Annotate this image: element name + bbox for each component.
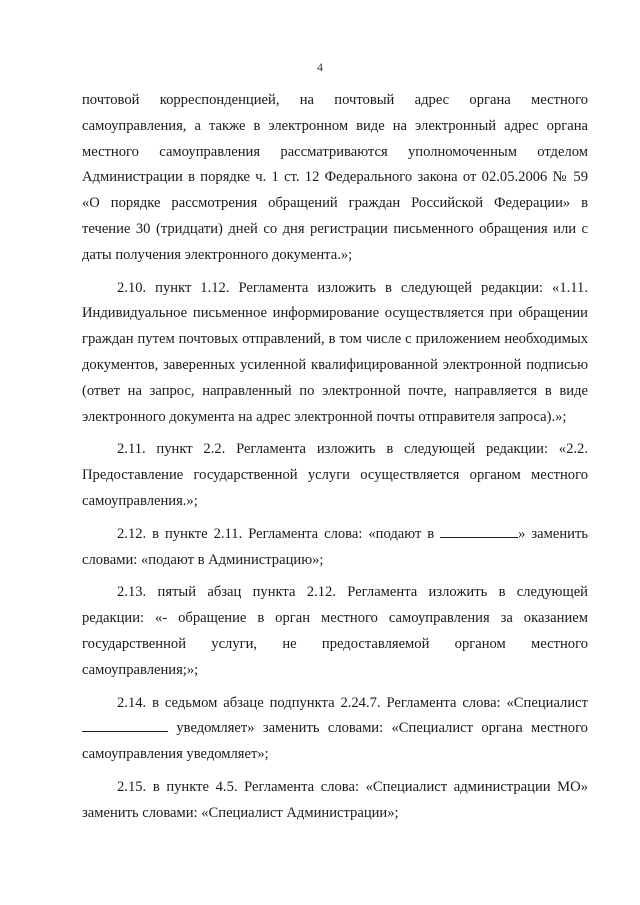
paragraph-item-2-14-before: 2.14. в седьмом абзаце подпункта 2.24.7. Регламента слова: «Специалист: [117, 694, 588, 711]
paragraph-item-2-12-before: 2.12. в пункте 2.11. Регламента слова: «подают в: [117, 525, 435, 542]
paragraph-item-2-14: [82, 691, 588, 768]
blank-underline: [440, 523, 518, 538]
paragraph-item-2-10: 2.10. пункт 1.12. Регламента изложить в следующей редакции: «1.11. Индивидуальное письменное информирование осуществляется при обращении граждан путем почтовых отправлений, в том числе с приложением необходимых документов, заверенных усиленной квалифицированной электронной подписью (ответ на запрос, направленный по электронной почте, направляется в виде электронного документа на адрес электронной почты отправителя запроса).»;: [82, 279, 588, 425]
paragraph-item-2-14-after: уведомляет» заменить словами: «Специалист органа местного самоуправления уведомляет»;: [82, 720, 588, 763]
paragraph-item-2-15: 2.15. в пункте 4.5. Регламента слова: «Специалист администрации МО» заменить словами: «Специалист Администрации»;: [82, 778, 588, 821]
paragraph-continuation: почтовой корреспонденцией, на почтовый адрес органа местного самоуправления, а также в электронном виде на электронный адрес органа местного самоуправления рассматриваются уполномоченным отделом Администрации в порядке ч. 1 ст. 12 Федерального закона от 02.05.2006 № 59 «О порядке рассмотрения обращений граждан Российской Федерации» в течение 30 (тридцати) дней со дня регистрации письменного обращения или с даты получения электронного документа.»;: [82, 92, 588, 263]
paragraph-item-2-12: [82, 522, 588, 574]
document-body: [82, 88, 588, 834]
paragraph-item-2-12-after: » заменить словами: «подают в Администрацию»;: [82, 525, 588, 568]
paragraph-item-2-11: 2.11. пункт 2.2. Регламента изложить в следующей редакции: «2.2. Предоставление государственной услуги осуществляется органом местного самоуправления.»;: [82, 441, 588, 509]
page-number: 4: [317, 60, 323, 74]
blank-underline: [82, 717, 168, 732]
paragraph-item-2-13: 2.13. пятый абзац пункта 2.12. Регламента изложить в следующей редакции: «- обращение в орган местного самоуправления за оказанием государственной услуги, не предоставляемой органом местного самоуправления;»;: [82, 584, 588, 678]
